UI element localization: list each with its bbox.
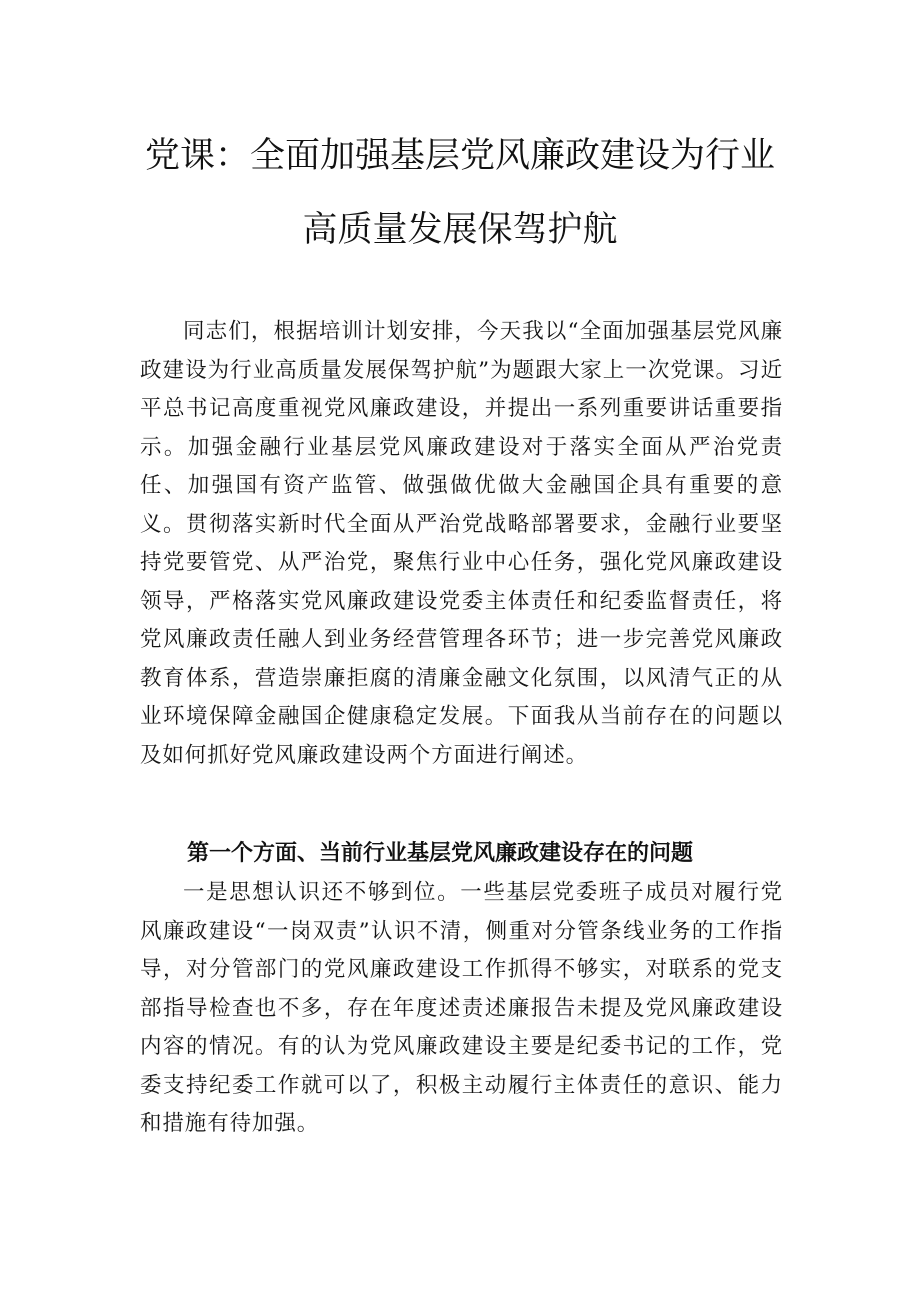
document-title-line-2: 高质量发展保驾护航 [302,210,618,250]
paragraph-intro: 同志们，根据培训计划安排，今天我以“全面加强基层党风廉政建设为行业高质量发展保驾护航”为题跟大家上一次党课。习近平总书记高度重视党风廉政建设，并提出一系列重要讲话重要指示。加强金融行业基层党风廉政建设对于落实全面从严治党责任、加强国有资产监管、做强做优做大金融国企具有重要的意义。贯彻落实新时代全面从严治党战略部署要求，金融行业要坚持党要管党、从严治党，聚焦行业中心任务，强化党风廉政建设领导，严格落实党风廉政建设党委主体责任和纪委监督责任，将党风廉政责任融人到业务经营管理各环节；进一步完善党风廉政教育体系，营造崇廉拒腐的清廉金融文化氛围，以风清气正的从业环境保障金融国企健康稳定发展。下面我从当前存在的问题以及如何抓好党风廉政建设两个方面进行阐述。 [140,319,783,768]
paragraph-problem-1: 一是思想认识还不够到位。一些基层党委班子成员对履行党风廉政建设“一岗双责”认识不清，侧重对分管条线业务的工作指导，对分管部门的党风廉政建设工作抓得不够实，对联系的党支部指导检查也不多，存在年度述责述廉报告未提及党风廉政建设内容的情况。有的认为党风廉政建设主要是纪委书记的工作，党委支持纪委工作就可以了，积极主动履行主体责任的意识、能力和措施有待加强。 [140,880,783,1136]
document-title-line-1: 党课：全面加强基层党风廉政建设为行业 [144,136,775,176]
section-heading-1: 第一个方面、当前行业基层党风廉政建设存在的问题 [187,841,694,866]
